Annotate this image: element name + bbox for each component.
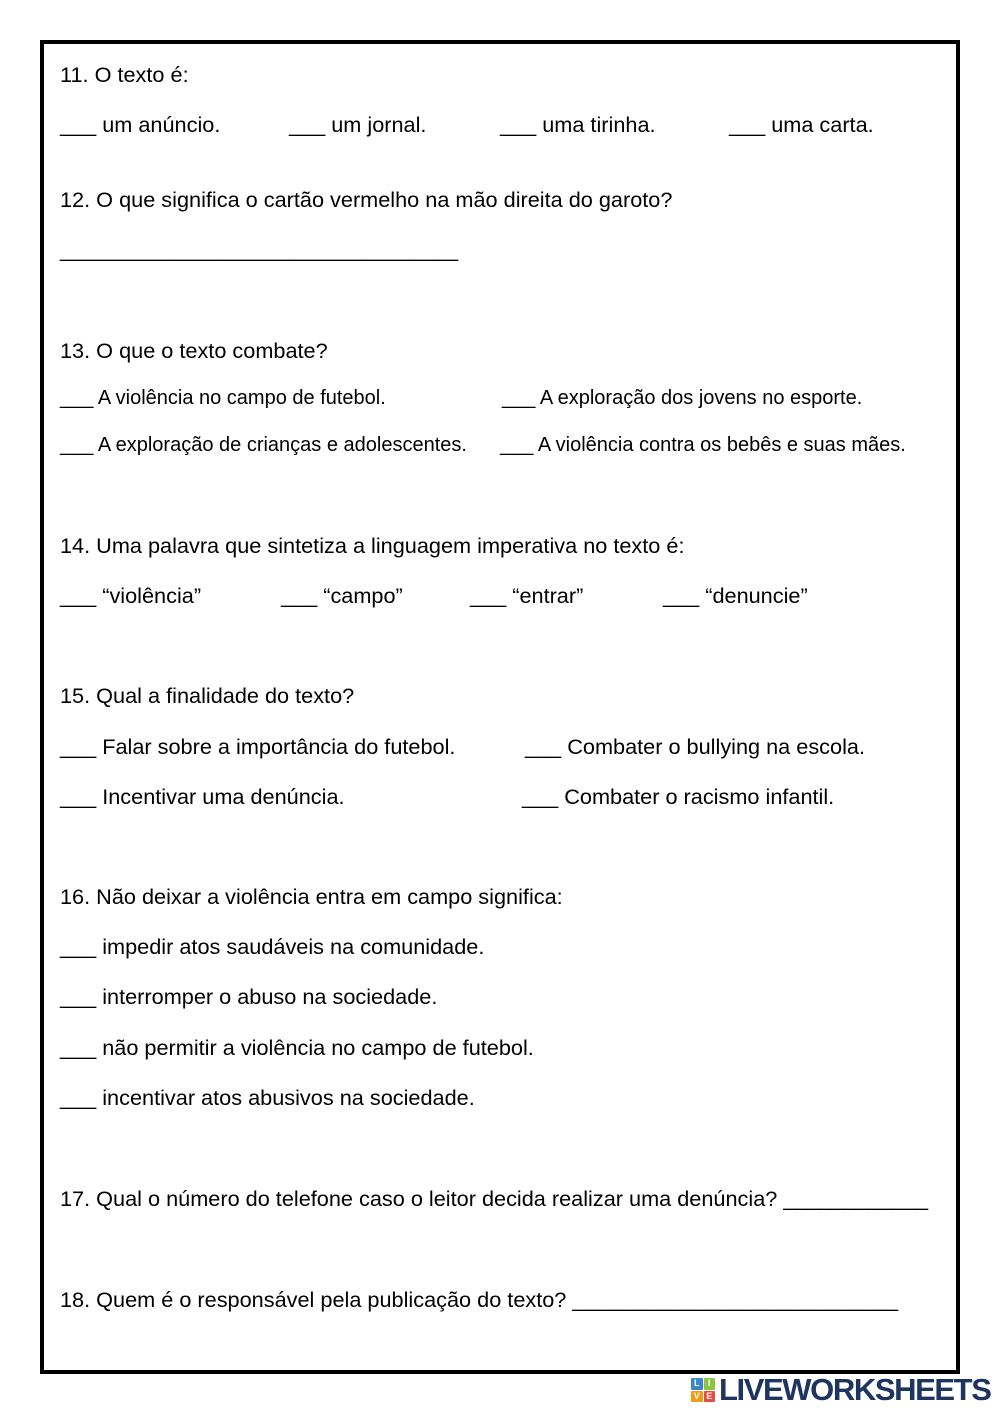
- logo-letter-e: E: [704, 1391, 716, 1403]
- question-15-options-row-2: [0, 784, 1000, 810]
- question-12-answer-line[interactable]: _________________________________: [60, 236, 459, 262]
- answer-blank[interactable]: ___: [60, 387, 94, 409]
- question-16-prompt: 16. Não deixar a violência entra em campo significa:: [60, 883, 563, 909]
- logo-letter-l: L: [691, 1378, 703, 1390]
- option: [60, 984, 437, 1010]
- answer-blank[interactable]: ___: [525, 733, 562, 759]
- answer-blank[interactable]: ___: [60, 582, 97, 608]
- answer-blank[interactable]: ___: [470, 582, 507, 608]
- option-label: um anúncio.: [102, 111, 221, 137]
- question-13-options-row-1: [0, 386, 1000, 410]
- option: [502, 386, 862, 410]
- question-18-answer-blank[interactable]: ___________________________: [572, 1286, 899, 1312]
- option: [663, 583, 808, 609]
- logo-letter-v: V: [691, 1391, 703, 1403]
- option-label: impedir atos saudáveis na comunidade.: [102, 933, 485, 959]
- question-16-option-2: [0, 984, 1000, 1010]
- option-label: Combater o bullying na escola.: [567, 733, 865, 759]
- option: [525, 734, 865, 760]
- option: [60, 583, 201, 609]
- option-label: A violência no campo de futebol.: [97, 387, 386, 409]
- option: [500, 433, 906, 457]
- answer-blank[interactable]: ___: [60, 111, 97, 137]
- question-15-prompt: 15. Qual a finalidade do texto?: [60, 682, 355, 708]
- question-17: [60, 1186, 928, 1212]
- question-14-prompt: 14. Uma palavra que sintetiza a linguagem imperativa no texto é:: [60, 532, 685, 558]
- option-label: A exploração de crianças e adolescentes.: [97, 434, 467, 456]
- option-label: A exploração dos jovens no esporte.: [539, 387, 863, 409]
- question-18: [60, 1287, 898, 1313]
- logo-letter-i: I: [704, 1378, 716, 1390]
- answer-blank[interactable]: ___: [289, 111, 326, 137]
- question-13-prompt: 13. O que o texto combate?: [60, 337, 328, 363]
- option-label: A violência contra os bebês e suas mães.: [537, 434, 906, 456]
- question-17-prompt: 17. Qual o número do telefone caso o leitor decida realizar uma denúncia?: [60, 1185, 778, 1211]
- question-16-option-4: [0, 1085, 1000, 1111]
- option: [60, 386, 386, 410]
- option: [522, 784, 834, 810]
- option: [470, 583, 583, 609]
- option-label: incentivar atos abusivos na sociedade.: [102, 1084, 475, 1110]
- question-16-option-1: [0, 934, 1000, 960]
- option-label: interromper o abuso na sociedade.: [102, 983, 438, 1009]
- answer-blank[interactable]: ___: [500, 111, 537, 137]
- option: [60, 1035, 534, 1061]
- answer-blank[interactable]: ___: [60, 434, 94, 456]
- option: [60, 1085, 475, 1111]
- option: [60, 934, 484, 960]
- answer-blank[interactable]: ___: [502, 387, 536, 409]
- question-13-options-row-2: [0, 433, 1000, 457]
- question-12-prompt: 12. O que significa o cartão vermelho na mão direita do garoto?: [60, 186, 673, 212]
- option: [500, 112, 656, 138]
- liveworksheets-logo-icon: [691, 1378, 715, 1402]
- answer-blank[interactable]: ___: [60, 1034, 97, 1060]
- answer-blank[interactable]: ___: [522, 783, 559, 809]
- option-label: “campo”: [323, 582, 403, 608]
- question-16-option-3: [0, 1035, 1000, 1061]
- option-label: um jornal.: [331, 111, 427, 137]
- answer-blank[interactable]: ___: [60, 783, 97, 809]
- question-14-options: [0, 583, 1000, 609]
- answer-blank[interactable]: ___: [663, 582, 700, 608]
- option: [729, 112, 874, 138]
- option: [60, 433, 467, 457]
- option-label: Falar sobre a importância do futebol.: [102, 733, 456, 759]
- answer-blank[interactable]: ___: [60, 933, 97, 959]
- question-11-options: [0, 112, 1000, 138]
- option: [289, 112, 426, 138]
- question-18-prompt: 18. Quem é o responsável pela publicação do texto?: [60, 1286, 567, 1312]
- answer-blank[interactable]: ___: [60, 1084, 97, 1110]
- option: [60, 734, 455, 760]
- question-11-prompt: 11. O texto é:: [60, 61, 189, 87]
- option-label: “entrar”: [512, 582, 584, 608]
- answer-blank[interactable]: ___: [60, 733, 97, 759]
- option: [60, 112, 220, 138]
- option: [60, 784, 345, 810]
- option-label: não permitir a violência no campo de futebol.: [102, 1034, 534, 1060]
- option-label: Incentivar uma denúncia.: [102, 783, 345, 809]
- answer-blank[interactable]: ___: [500, 434, 534, 456]
- answer-blank[interactable]: ___: [60, 983, 97, 1009]
- answer-blank[interactable]: ___: [281, 582, 318, 608]
- option-label: Combater o racismo infantil.: [564, 783, 835, 809]
- option: [281, 583, 403, 609]
- option-label: “violência”: [102, 582, 202, 608]
- liveworksheets-wordmark: LIVEWORKSHEETS: [719, 1372, 991, 1407]
- option-label: “denuncie”: [705, 582, 808, 608]
- question-15-options-row-1: [0, 734, 1000, 760]
- option-label: uma tirinha.: [542, 111, 656, 137]
- option-label: uma carta.: [771, 111, 874, 137]
- answer-blank[interactable]: ___: [729, 111, 766, 137]
- question-17-answer-blank[interactable]: ____________: [783, 1185, 929, 1211]
